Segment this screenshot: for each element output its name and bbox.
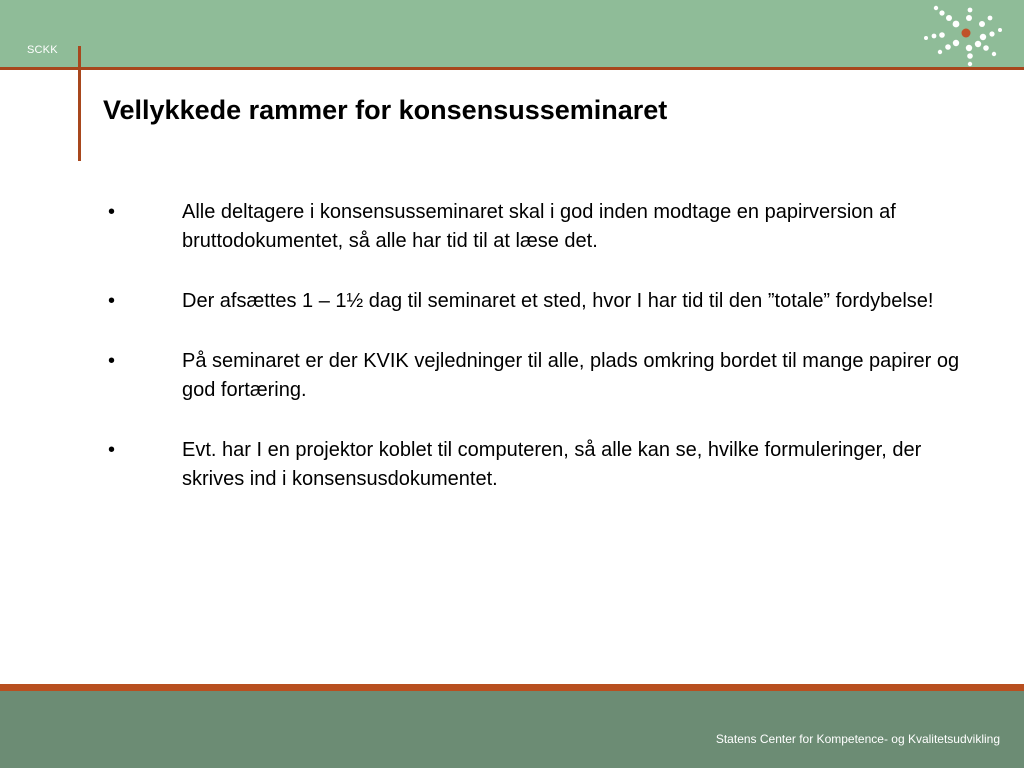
bullet-item (108, 287, 988, 316)
bullet-item (108, 347, 988, 405)
brand-abbreviation: SCKK (27, 44, 58, 56)
bullet-text: Alle deltagere i konsensusseminaret skal i god inden modtage en papirversion af bruttodokumentet, så alle har tid til at læse det. (182, 201, 896, 252)
bullet-text: På seminaret er der KVIK vejledninger til alle, plads omkring bordet til mange papirer og god fortæring. (182, 350, 960, 401)
vertical-accent-divider (78, 46, 81, 161)
header-divider (0, 67, 1024, 70)
bullet-list (108, 198, 988, 525)
star-burst-logo-icon (922, 4, 1004, 68)
bullet-marker: • (108, 290, 116, 312)
bullet-text: Der afsættes 1 – 1½ dag til seminaret et sted, hvor I har tid til den ”totale” fordybelse! (182, 290, 934, 312)
slide-title: Vellykkede rammer for konsensusseminaret (103, 95, 668, 125)
footer-organization-name: Statens Center for Kompetence- og Kvalitetsudvikling (715, 732, 1000, 746)
bullet-text: Evt. har I en projektor koblet til computeren, så alle kan se, hvilke formuleringer, der skrives ind i konsensusdokumentet. (182, 439, 922, 490)
bullet-item (108, 198, 988, 256)
bullet-marker: • (108, 201, 116, 223)
header-band (0, 0, 1024, 67)
bullet-item (108, 436, 988, 494)
bullet-marker: • (108, 350, 116, 372)
bullet-marker: • (108, 439, 116, 461)
footer-divider (0, 684, 1024, 691)
footer-band (0, 691, 1024, 768)
